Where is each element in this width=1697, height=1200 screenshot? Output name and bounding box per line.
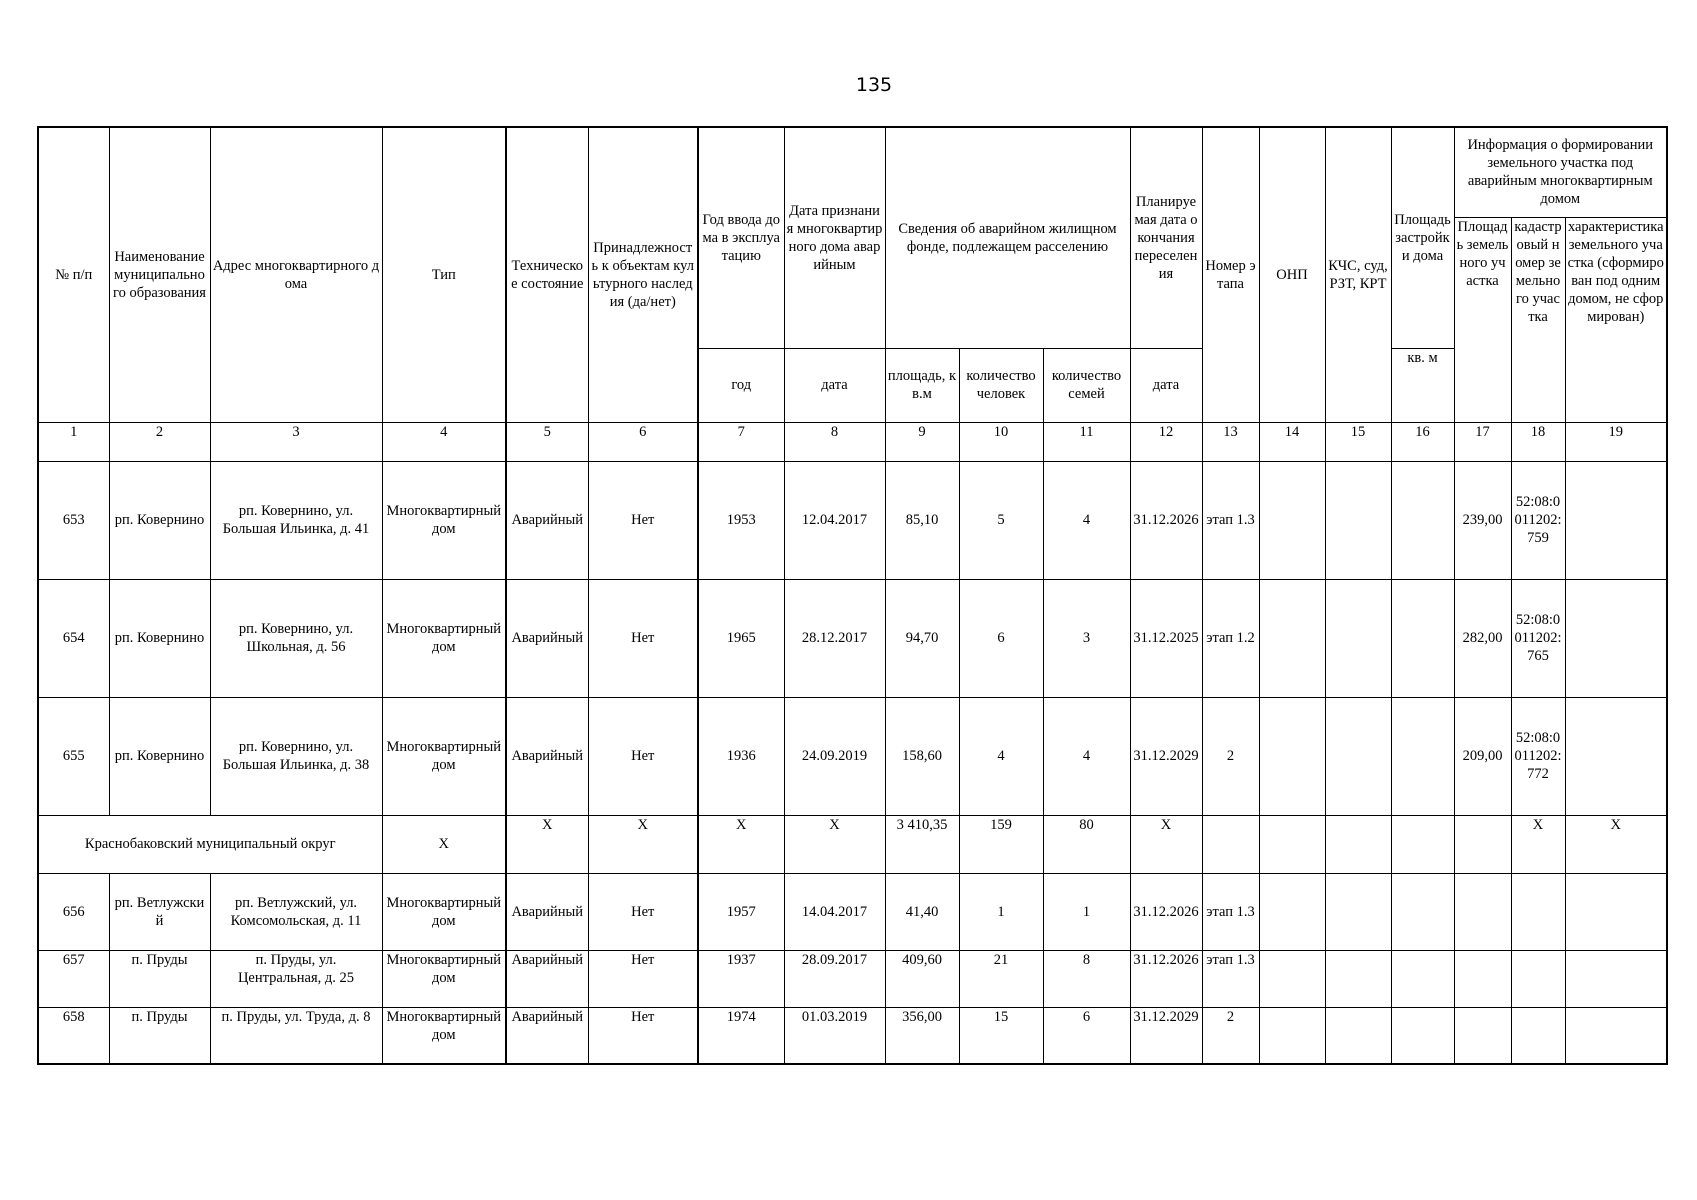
column-number: 2	[109, 422, 210, 461]
kchs-cell	[1325, 697, 1391, 815]
year-cell: 1965	[698, 579, 784, 697]
header-cell: Принадлежность к объектам культурного наследия (да/нет)	[588, 127, 698, 422]
plan-date-cell: 31.12.2026	[1130, 461, 1202, 579]
families-cell: 4	[1043, 697, 1130, 815]
header-cell: КЧС, суд, РЗТ, КРТ	[1325, 127, 1391, 422]
row-number: 658	[38, 1007, 109, 1064]
header-cell: Площадь земельного участка	[1454, 217, 1511, 422]
empty-cell	[1259, 1007, 1325, 1064]
build-area-cell	[1391, 579, 1454, 697]
row-number: 656	[38, 873, 109, 950]
area-cell: 409,60	[885, 950, 959, 1007]
stage-cell: 2	[1202, 1007, 1259, 1064]
row-number: 655	[38, 697, 109, 815]
column-number: 7	[698, 422, 784, 461]
subtotal-cell: X	[1565, 815, 1667, 873]
date-cell: 14.04.2017	[784, 873, 885, 950]
cadastral-cell: 52:08:0011202:759	[1511, 461, 1565, 579]
row-number: 657	[38, 950, 109, 1007]
date-cell: 12.04.2017	[784, 461, 885, 579]
families-cell: 3	[1043, 579, 1130, 697]
stage-cell: 2	[1202, 697, 1259, 815]
kchs-cell	[1325, 461, 1391, 579]
subheader-cell: год	[698, 348, 784, 422]
header-cell: Информация о формировании земельного участка под аварийным многоквартирным домом	[1454, 127, 1667, 217]
column-number: 11	[1043, 422, 1130, 461]
heritage-cell: Нет	[588, 579, 698, 697]
subtotal-cell: X	[588, 815, 698, 873]
column-number: 1	[38, 422, 109, 461]
onp-cell	[1259, 461, 1325, 579]
heritage-cell: Нет	[588, 461, 698, 579]
year-cell: 1974	[698, 1007, 784, 1064]
families-cell: 4	[1043, 461, 1130, 579]
onp-cell	[1259, 697, 1325, 815]
address-cell: рп. Ковернино, ул. Большая Ильинка, д. 41	[210, 461, 382, 579]
onp-cell	[1259, 579, 1325, 697]
header-cell: Площадь застройки дома	[1391, 127, 1454, 348]
people-cell: 6	[959, 579, 1043, 697]
subheader-cell: дата	[784, 348, 885, 422]
table-row	[38, 697, 1667, 815]
column-number: 19	[1565, 422, 1667, 461]
municipality-cell: п. Пруды	[109, 1007, 210, 1064]
column-number: 17	[1454, 422, 1511, 461]
header-cell: ОНП	[1259, 127, 1325, 422]
header-cell: Наименование муниципального образования	[109, 127, 210, 422]
empty-cell	[1325, 873, 1391, 950]
subtotal-cell: X	[506, 815, 588, 873]
empty-cell	[1325, 1007, 1391, 1064]
subtotal-cell	[1454, 815, 1511, 873]
subtotal-cell: X	[1130, 815, 1202, 873]
header-cell: Сведения об аварийном жилищном фонде, подлежащем расселению	[885, 127, 1130, 348]
subtotal-cell: X	[382, 815, 506, 873]
municipality-cell: рп. Ковернино	[109, 461, 210, 579]
heritage-cell: Нет	[588, 873, 698, 950]
year-cell: 1957	[698, 873, 784, 950]
subtotal-cell: X	[698, 815, 784, 873]
column-number: 6	[588, 422, 698, 461]
area-cell: 94,70	[885, 579, 959, 697]
build-area-cell	[1391, 697, 1454, 815]
heritage-cell: Нет	[588, 697, 698, 815]
stage-cell: этап 1.3	[1202, 950, 1259, 1007]
land-char-cell	[1565, 697, 1667, 815]
subtotal-cell	[1202, 815, 1259, 873]
area-cell: 41,40	[885, 873, 959, 950]
stage-cell: этап 1.3	[1202, 873, 1259, 950]
municipality-cell: рп. Ковернино	[109, 697, 210, 815]
type-cell: Многоквартирный дом	[382, 697, 506, 815]
people-cell: 21	[959, 950, 1043, 1007]
plan-date-cell: 31.12.2026	[1130, 873, 1202, 950]
header-cell: Тип	[382, 127, 506, 422]
plan-date-cell: 31.12.2025	[1130, 579, 1202, 697]
column-number: 16	[1391, 422, 1454, 461]
column-number: 9	[885, 422, 959, 461]
address-cell: рп. Ковернино, ул. Школьная, д. 56	[210, 579, 382, 697]
municipality-cell: п. Пруды	[109, 950, 210, 1007]
subtotal-row	[38, 815, 1667, 873]
empty-cell	[1511, 873, 1565, 950]
plan-date-cell: 31.12.2029	[1130, 1007, 1202, 1064]
page-number: 135	[855, 74, 893, 96]
families-cell: 8	[1043, 950, 1130, 1007]
column-number: 15	[1325, 422, 1391, 461]
state-cell: Аварийный	[506, 461, 588, 579]
subheader-cell: площадь, кв.м	[885, 348, 959, 422]
housing-register-table	[37, 126, 1668, 1065]
empty-cell	[1511, 950, 1565, 1007]
address-cell: рп. Ковернино, ул. Большая Ильинка, д. 38	[210, 697, 382, 815]
type-cell: Многоквартирный дом	[382, 461, 506, 579]
kchs-cell	[1325, 579, 1391, 697]
state-cell: Аварийный	[506, 950, 588, 1007]
empty-cell	[1259, 950, 1325, 1007]
cadastral-cell: 52:08:0011202:765	[1511, 579, 1565, 697]
area-cell: 85,10	[885, 461, 959, 579]
area-cell: 356,00	[885, 1007, 959, 1064]
year-cell: 1937	[698, 950, 784, 1007]
subtotal-area: 3 410,35	[885, 815, 959, 873]
heritage-cell: Нет	[588, 950, 698, 1007]
date-cell: 28.09.2017	[784, 950, 885, 1007]
people-cell: 15	[959, 1007, 1043, 1064]
row-number: 653	[38, 461, 109, 579]
header-cell: № п/п	[38, 127, 109, 422]
header-cell: Дата признания многоквартирного дома аварийным	[784, 127, 885, 348]
land-area-cell: 209,00	[1454, 697, 1511, 815]
empty-cell	[1511, 1007, 1565, 1064]
header-cell: характеристика земельного участка (сформирован под одним домом, не сформирован)	[1565, 217, 1667, 422]
year-cell: 1953	[698, 461, 784, 579]
empty-cell	[1391, 1007, 1454, 1064]
state-cell: Аварийный	[506, 873, 588, 950]
subtotal-people: 159	[959, 815, 1043, 873]
empty-cell	[1565, 873, 1667, 950]
date-cell: 28.12.2017	[784, 579, 885, 697]
address-cell: п. Пруды, ул. Труда, д. 8	[210, 1007, 382, 1064]
state-cell: Аварийный	[506, 1007, 588, 1064]
stage-cell: этап 1.3	[1202, 461, 1259, 579]
date-cell: 01.03.2019	[784, 1007, 885, 1064]
column-number: 18	[1511, 422, 1565, 461]
address-cell: п. Пруды, ул. Центральная, д. 25	[210, 950, 382, 1007]
land-area-cell: 239,00	[1454, 461, 1511, 579]
type-cell: Многоквартирный дом	[382, 1007, 506, 1064]
people-cell: 5	[959, 461, 1043, 579]
families-cell: 1	[1043, 873, 1130, 950]
plan-date-cell: 31.12.2029	[1130, 697, 1202, 815]
row-number: 654	[38, 579, 109, 697]
subtotal-cell	[1259, 815, 1325, 873]
table-row	[38, 461, 1667, 579]
empty-cell	[1454, 1007, 1511, 1064]
type-cell: Многоквартирный дом	[382, 950, 506, 1007]
heritage-cell: Нет	[588, 1007, 698, 1064]
subtotal-cell	[1325, 815, 1391, 873]
subtotal-cell: X	[1511, 815, 1565, 873]
header-cell: кадастровый номер земельного участка	[1511, 217, 1565, 422]
area-cell: 158,60	[885, 697, 959, 815]
plan-date-cell: 31.12.2026	[1130, 950, 1202, 1007]
column-number: 8	[784, 422, 885, 461]
subheader-cell: кв. м	[1391, 348, 1454, 422]
people-cell: 4	[959, 697, 1043, 815]
people-cell: 1	[959, 873, 1043, 950]
empty-cell	[1565, 1007, 1667, 1064]
empty-cell	[1454, 873, 1511, 950]
stage-cell: этап 1.2	[1202, 579, 1259, 697]
column-number: 5	[506, 422, 588, 461]
empty-cell	[1259, 873, 1325, 950]
column-number: 10	[959, 422, 1043, 461]
state-cell: Аварийный	[506, 697, 588, 815]
column-number: 3	[210, 422, 382, 461]
table-row	[38, 873, 1667, 950]
column-number: 13	[1202, 422, 1259, 461]
header-cell: Номер этапа	[1202, 127, 1259, 422]
empty-cell	[1391, 873, 1454, 950]
land-char-cell	[1565, 461, 1667, 579]
column-number: 4	[382, 422, 506, 461]
subtotal-families: 80	[1043, 815, 1130, 873]
empty-cell	[1454, 950, 1511, 1007]
column-number-row	[38, 422, 1667, 461]
state-cell: Аварийный	[506, 579, 588, 697]
land-area-cell: 282,00	[1454, 579, 1511, 697]
empty-cell	[1325, 950, 1391, 1007]
table-row	[38, 579, 1667, 697]
land-char-cell	[1565, 579, 1667, 697]
address-cell: рп. Ветлужский, ул. Комсомольская, д. 11	[210, 873, 382, 950]
subtotal-label: Краснобаковский муниципальный округ	[38, 815, 382, 873]
empty-cell	[1391, 950, 1454, 1007]
subheader-cell: дата	[1130, 348, 1202, 422]
header-cell: Техническое состояние	[506, 127, 588, 422]
build-area-cell	[1391, 461, 1454, 579]
table-row	[38, 950, 1667, 1007]
column-number: 12	[1130, 422, 1202, 461]
subheader-cell: количество человек	[959, 348, 1043, 422]
municipality-cell: рп. Ковернино	[109, 579, 210, 697]
year-cell: 1936	[698, 697, 784, 815]
header-cell: Планируемая дата окончания переселения	[1130, 127, 1202, 348]
type-cell: Многоквартирный дом	[382, 873, 506, 950]
families-cell: 6	[1043, 1007, 1130, 1064]
table-row	[38, 1007, 1667, 1064]
column-number: 14	[1259, 422, 1325, 461]
date-cell: 24.09.2019	[784, 697, 885, 815]
subheader-cell: количество семей	[1043, 348, 1130, 422]
subtotal-cell: X	[784, 815, 885, 873]
cadastral-cell: 52:08:0011202:772	[1511, 697, 1565, 815]
header-cell: Год ввода дома в эксплуатацию	[698, 127, 784, 348]
type-cell: Многоквартирный дом	[382, 579, 506, 697]
empty-cell	[1565, 950, 1667, 1007]
header-cell: Адрес многоквартирного дома	[210, 127, 382, 422]
municipality-cell: рп. Ветлужский	[109, 873, 210, 950]
subtotal-cell	[1391, 815, 1454, 873]
